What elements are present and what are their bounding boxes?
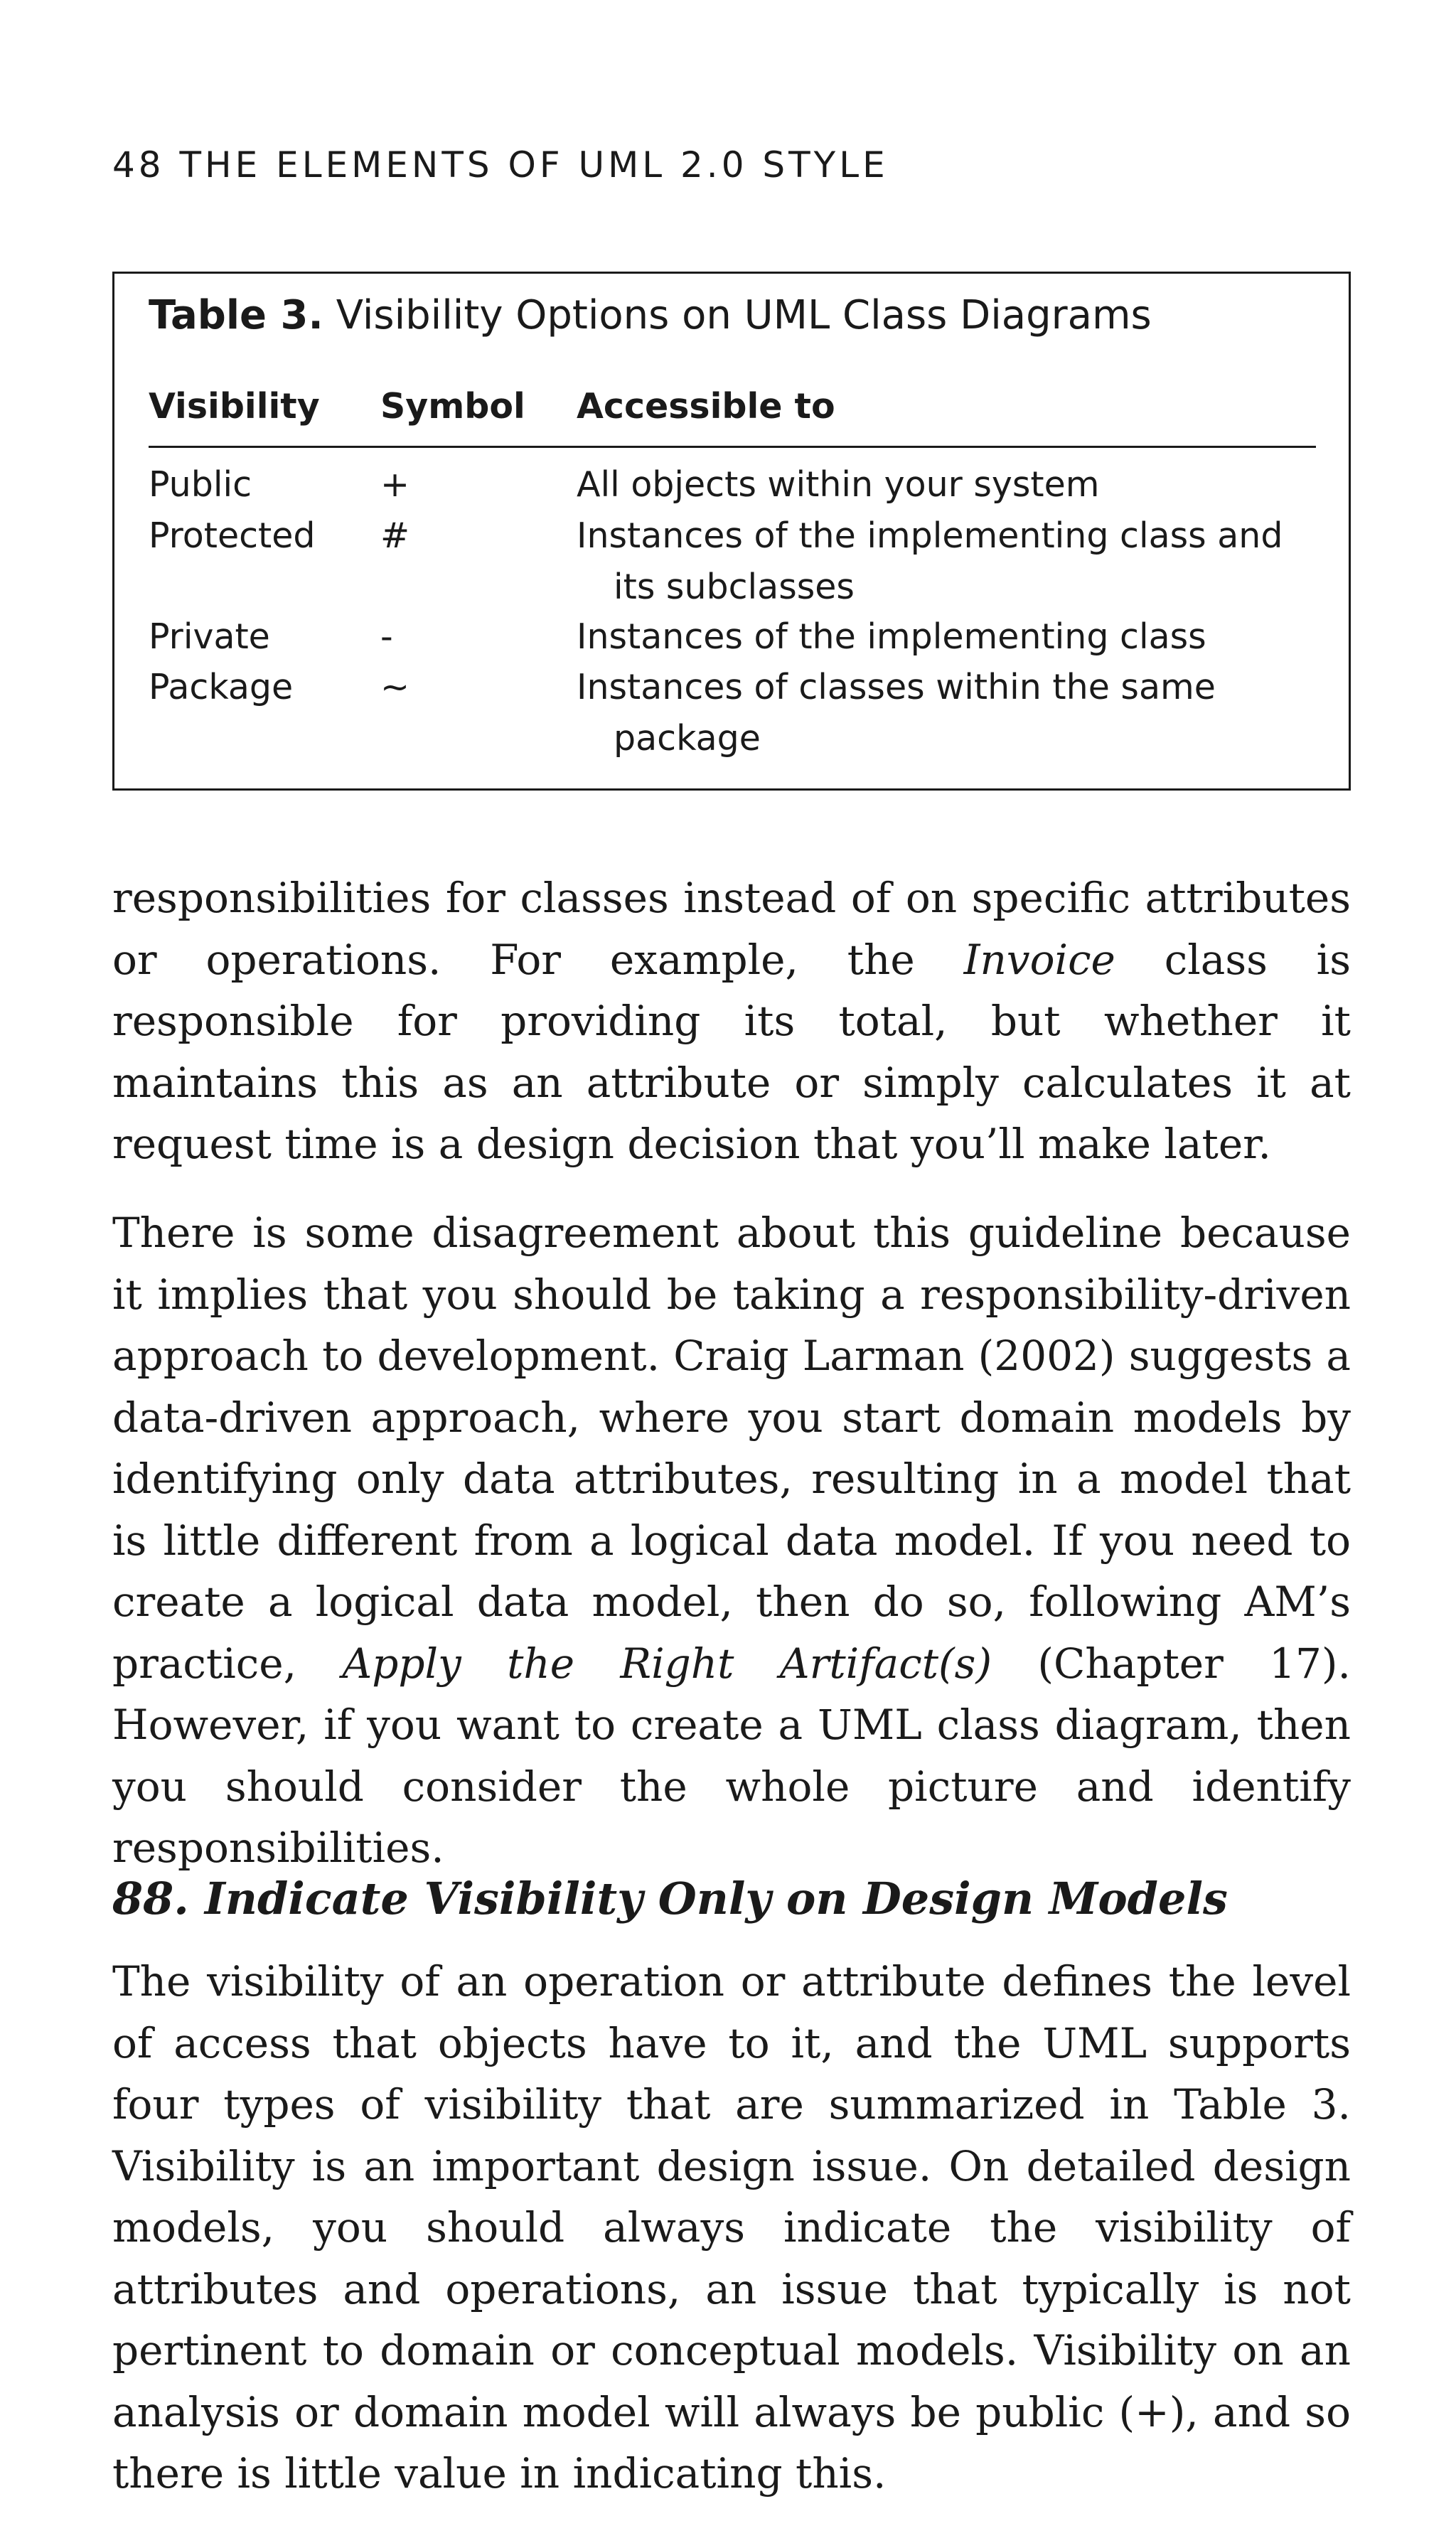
cell-accessible-to: Instances of classes within the same: [577, 667, 1216, 707]
paragraph-visibility: The visibility of an operation or attribute defines the level of access that objects have to it, and the UML supports four types of visibility that are summarized in Table 3. Visibility is an important design issue. On detailed design models, you should always indicate the visibility of attributes and operations, an issue that typically is not pertinent to domain or conceptual models. Visibility on an analysis or domain model will always be public (+), and so there is little value in indicating this.: [112, 1957, 1351, 2498]
cell-symbol: +: [380, 464, 410, 505]
cell-visibility: Public: [149, 464, 252, 505]
visibility-table: [112, 272, 1351, 791]
cell-accessible-to-continuation: package: [614, 718, 761, 759]
paragraph-text: There is some disagreement about this guideline because it implies that you should be taking a responsibility-driven approach to development. Craig Larman (2002) suggests a data-driven approach, where you start domain models by identifying only data attributes, resulting in a model that is little different from a logical data model. If you need to create a logical data model, then do so, following AM’s practice,: [112, 1209, 1351, 1688]
cell-accessible-to: Instances of the implementing class: [577, 616, 1206, 657]
cell-symbol: -: [380, 616, 393, 657]
paragraph-text: class is responsible for providing its total, but whether it maintains this as an attribute or simply calculates it at request time is a design decision that you’ll make later.: [112, 935, 1351, 1168]
table-title: Visibility Options on UML Class Diagrams: [336, 292, 1152, 338]
cell-symbol: ~: [380, 667, 410, 707]
section-title: Indicate Visibility Only on Design Models: [204, 1873, 1228, 1925]
table-number: Table 3.: [149, 292, 323, 338]
paragraph-text: responsibilities for classes instead of on specific attributes or operations. For example, the: [112, 874, 1351, 984]
cell-accessible-to: All objects within your system: [577, 464, 1100, 505]
italic-term: Invoice: [963, 935, 1115, 984]
cell-symbol: #: [380, 515, 410, 556]
cell-accessible-to-continuation: its subclasses: [614, 567, 855, 607]
column-header-symbol: Symbol: [380, 386, 525, 427]
cell-visibility: Package: [149, 667, 294, 707]
paragraph-disagreement: [112, 1202, 1351, 1879]
paragraph-responsibilities: [112, 867, 1351, 1175]
section-heading: [112, 1873, 1228, 1925]
column-header-accessible-to: Accessible to: [577, 386, 835, 427]
header-rule: [149, 446, 1316, 448]
paragraph-text: (Chapter 17). However, if you want to create a UML class diagram, then you should consider the whole picture and identify responsibilities.: [112, 1639, 1351, 1872]
italic-reference: Apply the Right Artifact(s): [342, 1639, 992, 1688]
cell-visibility: Private: [149, 616, 270, 657]
cell-accessible-to: Instances of the implementing class and: [577, 515, 1283, 556]
running-head: 48 THE ELEMENTS OF UML 2.0 STYLE: [112, 144, 889, 186]
table-caption: [149, 292, 1152, 338]
column-header-visibility: Visibility: [149, 386, 320, 427]
section-number: 88.: [112, 1873, 189, 1925]
cell-visibility: Protected: [149, 515, 316, 556]
